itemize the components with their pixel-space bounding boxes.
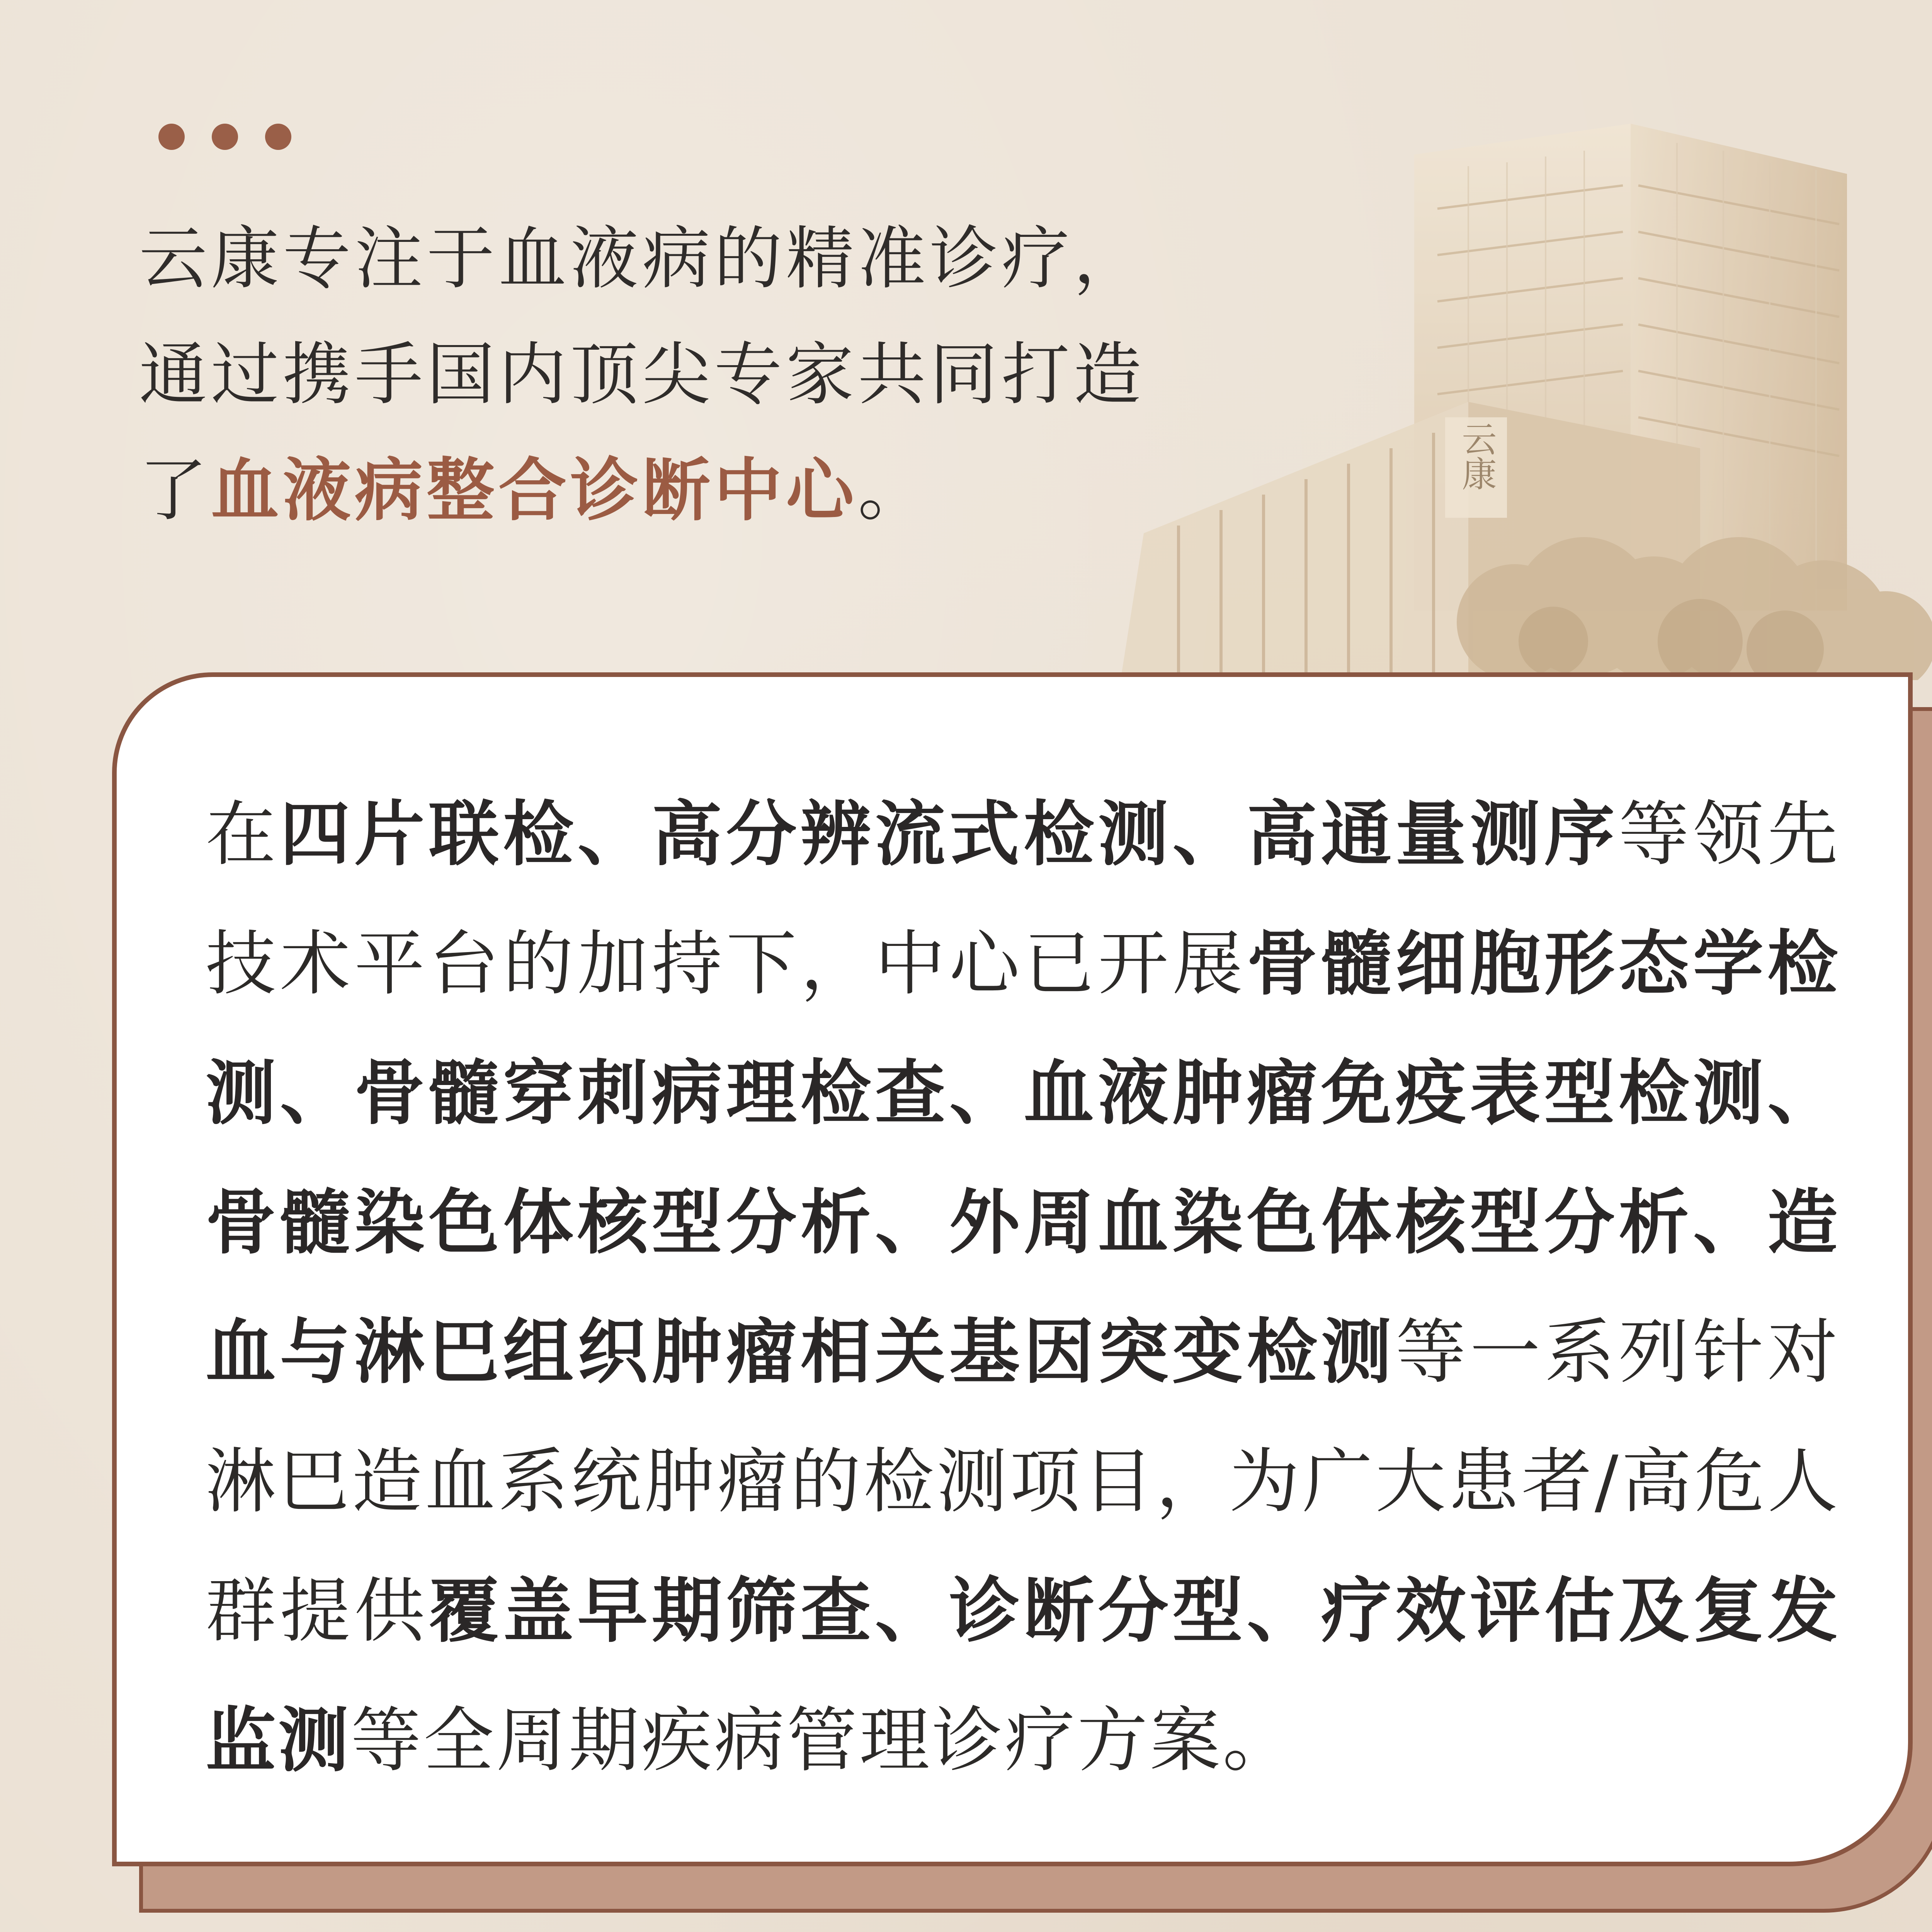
card-text-highlight: 骨髓细胞形态学检测、骨髓穿刺病理检查、血液肿瘤免疫表型检测、骨髓染色体核型分析、外周血染色体核型分析、造血与淋巴组织肿瘤相关基因突变检测 [206,923,1840,1393]
card-text-highlight: 四片联检、高分辨流式检测、高通量测序 [280,793,1619,875]
card-text-highlight: 覆盖早期筛查、诊断分型、疗效评估及复发监测 [206,1570,1840,1781]
content-card [112,672,1913,1866]
headline-line-3-prefix: 了 [139,451,211,530]
card-text-segment: 等全周期疾病管理诊疗方案。 [351,1699,1295,1781]
dot [212,124,238,150]
headline-accent: 血液病整合诊断中心 [211,451,858,530]
building-sign: 云康 [1456,421,1497,491]
headline-line-3-suffix: 。 [858,451,930,530]
headline-line-3 [139,433,1145,549]
card-text-segment: 等领先技术平台的加持下，中心已开展 [206,793,1840,1005]
card-text-segment: 在 [206,793,280,875]
dot [158,124,185,150]
hospital-building-illustration [1121,108,1932,680]
card-text-segment: 等一系列针对淋巴造血系统肿瘤的检测项目，为广大患者/高危人群提供 [206,1311,1840,1652]
headline-line-1: 云康专注于血液病的精准诊疗， [139,219,1146,298]
card-paragraph [206,770,1840,1805]
dot [265,124,291,150]
headline [139,201,1145,549]
headline-line-2: 通过携手国内顶尖专家共同打造 [139,335,1146,414]
decorative-dots [158,124,291,150]
